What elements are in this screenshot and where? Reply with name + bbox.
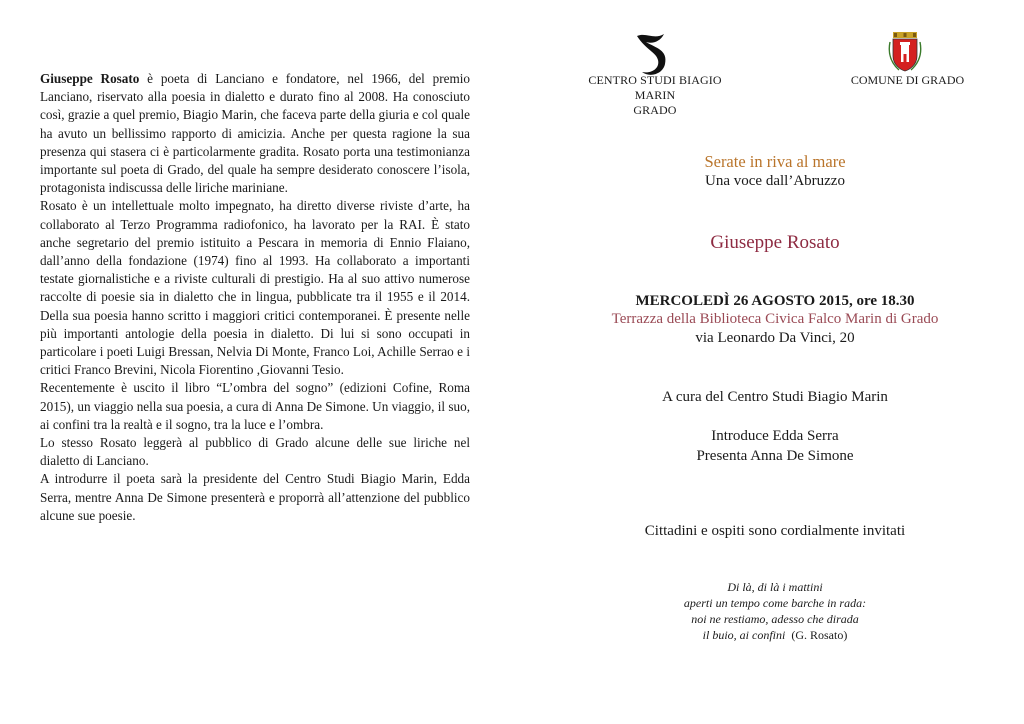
centro-studi-name <box>580 73 730 118</box>
bio-paragraph-5: A introdurre il poeta sarà la presidente del Centro Studi Biagio Marin, Edda Serra, mentre Anna De Simone presenterà e proporrà all’attenzione del pubblico alcune sue poesie. <box>40 471 470 523</box>
poem-attribution: (G. Rosato) <box>791 628 848 642</box>
invitation-line: Cittadini e ospiti sono cordialmente invitati <box>644 523 906 539</box>
bio-paragraph-2: Rosato è un intellettuale molto impegnato, ha diretto diverse riviste d’arte, ha collaborato al Terzo Programma radiofonico, ha lavorato per la RAI. È stato anche segretario del premio istituito a Pescara in memoria di Ennio Flaiano, dall’anno della fondazione (1974) fino al 1993. Ha collaborato a importanti testate giornalistiche e a riviste culturali di prestigio. Ha al suo attivo numerose raccolte di poesie sia in dialetto che in lingua, pubblicate tra il 1955 e il 2014. Della sua poesia hanno scritto i maggiori critici contemporanei. È presente nelle più importanti antologie della poesia in dialetto. Di lui si sono occupati in particolare i poeti Luigi Bressan, Nelvia Di Monte, Franco Loi, Achille Serrao e i critici Franco Brevini, Nicola Fiorentino ,Giovanni Tesio. <box>40 198 470 378</box>
poem-excerpt <box>540 579 1010 643</box>
event-date: MERCOLEDÌ 26 AGOSTO 2015, ore 18.30 <box>635 293 915 309</box>
bio-paragraph-1 <box>40 70 470 197</box>
comune-grado-crest-icon <box>887 30 923 72</box>
series-title: Serate in riva al mare <box>704 152 846 171</box>
poem-line-4: il buio, ai confini <box>702 628 786 642</box>
poem-line-1: Di là, di là i mattini <box>727 580 823 594</box>
poem-line-2: aperti un tempo come barche in rada: <box>683 596 867 610</box>
series-subtitle: Una voce dall’Abruzzo <box>705 173 845 189</box>
bio-paragraph-3: Recentemente è uscito il libro “L’ombra del sogno” (edizioni Cofine, Roma 2015), un viaggio nella sua poesia, a cura di Anna De Simone. Un viaggio, il suo, ai confini tra la realtà e il sogno, tra la luce e l’ombra. <box>40 380 470 432</box>
event-venue: Terrazza della Biblioteca Civica Falco Marin di Grado <box>611 311 939 327</box>
biography-column <box>40 70 470 525</box>
presented-by: Presenta Anna De Simone <box>696 448 854 464</box>
centro-studi-line2: GRADO <box>633 103 677 117</box>
bio-paragraph-1-text: è poeta di Lanciano e fondatore, nel 1966, del premio Lanciano, riservato alla poesia in dialetto e durato fino al 2008. Ha conosciuto così, grazie a quel premio, Biagio Marin, che faceva parte della giuria e col quale ha avuto un bellissimo rapporto di amicizia. Anche per questa ragione la sua presenza qui stasera ci è particolarmente gradita. Rosato porta una testimonianza importante sul poeta di Grado, del quale ha sempre desiderato conoscere l’isola, protagonista indiscussa delle liriche mariniane. <box>40 71 471 196</box>
poet-name-heading: Giuseppe Rosato <box>710 232 840 253</box>
curated-by: A cura del Centro Studi Biagio Marin <box>662 389 888 405</box>
comune-name: COMUNE DI GRADO <box>850 73 965 87</box>
poem-line-3: noi ne restiamo, adesso che dirada <box>691 612 859 626</box>
bio-paragraph-4: Lo stesso Rosato leggerà al pubblico di Grado alcune delle sue liriche nel dialetto di Lanciano. <box>40 435 470 469</box>
poem-line-4-wrapper <box>540 627 1010 643</box>
centro-studi-line1: CENTRO STUDI BIAGIO MARIN <box>588 73 722 102</box>
introduced-by: Introduce Edda Serra <box>711 428 839 444</box>
bio-poet-name: Giuseppe Rosato <box>40 71 140 86</box>
event-address: via Leonardo Da Vinci, 20 <box>695 330 855 346</box>
